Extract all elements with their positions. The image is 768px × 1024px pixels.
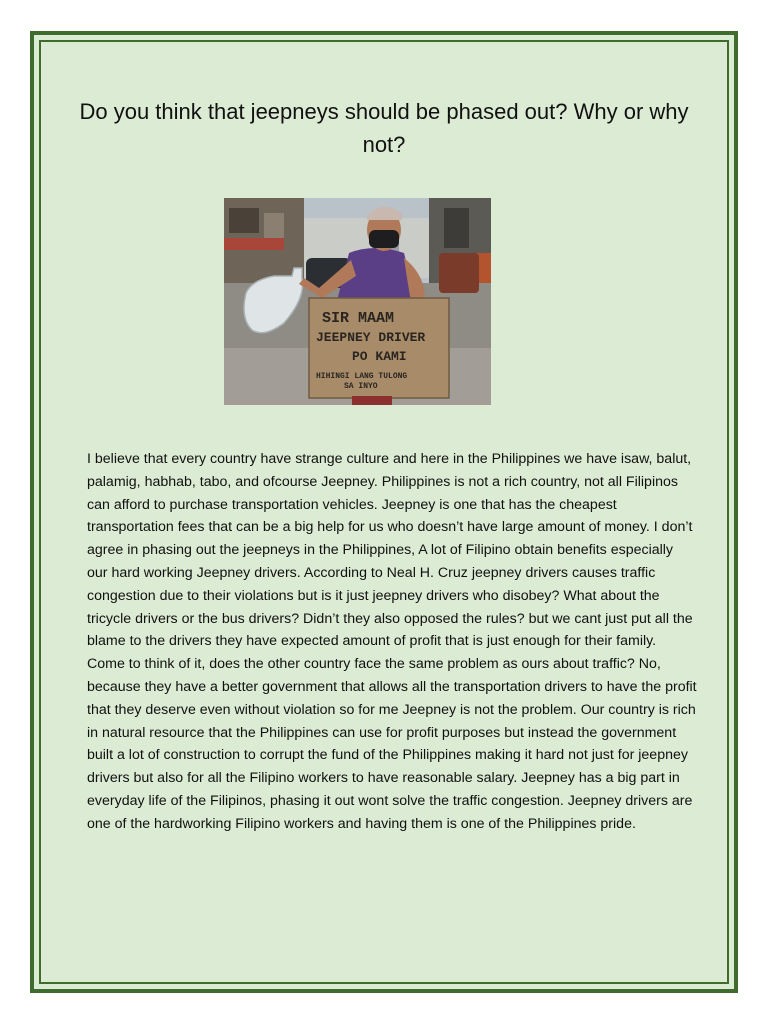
document-body: I believe that every country have strange culture and here in the Philippines we have isaw, balut, palamig, habhab, tabo, and ofcourse Jeepney. Philippines is not a rich country, not all Filipinos can afford to purchase transportation vehicles. Jeepney is one that has the cheapest transportation fees that can be a big help for us who doesn’t have large amount of money. I don’t agree in phasing out the jeepneys in the Philippines, A lot of Filipino obtain benefits especially our hard working Jeepney drivers. According to Neal H. Cruz jeepney drivers causes traffic congestion due to their violations but is it just jeepney drivers who disobey? What about the tricycle drivers or the bus drivers? Didn’t they also opposed the rules? but we cant just put all the blame to the drivers they have expected amount of profit that is just enough for their family. Come to think of it, does the other country face the same problem as ours about traffic? No, because they have a better government that allows all the transportation drivers to have the profit that they deserve even without violation so for me Jeepney is not the problem. Our country is rich in natural resource that the Philippines can use for profit purposes but instead the government built a lot of construction to corrupt the fund of the Philippines making it hard not just for jeepney drivers but also for all the Filipino workers to have reasonable salary. Jeepney has a big part in everyday life of the Filipinos, phasing it out wont solve the traffic congestion. Jeepney drivers are one of the hardworking Filipino workers and having them is one of the Philippines pride. xyxy=(87,451,697,832)
sign-line-2: JEEPNEY DRIVER xyxy=(316,330,426,345)
document-page xyxy=(30,31,738,993)
photo-illustration xyxy=(224,198,491,405)
sign-line-3: PO KAMI xyxy=(352,349,407,364)
jeepney-driver-photo xyxy=(224,198,491,405)
sign-line-4: HIHINGI LANG TULONG xyxy=(316,372,408,381)
sign-line-1: SIR MAAM xyxy=(322,310,395,327)
sign-line-5: SA INYO xyxy=(344,382,378,391)
document-title: Do you think that jeepneys should be phased out? Why or why not? xyxy=(79,99,689,157)
